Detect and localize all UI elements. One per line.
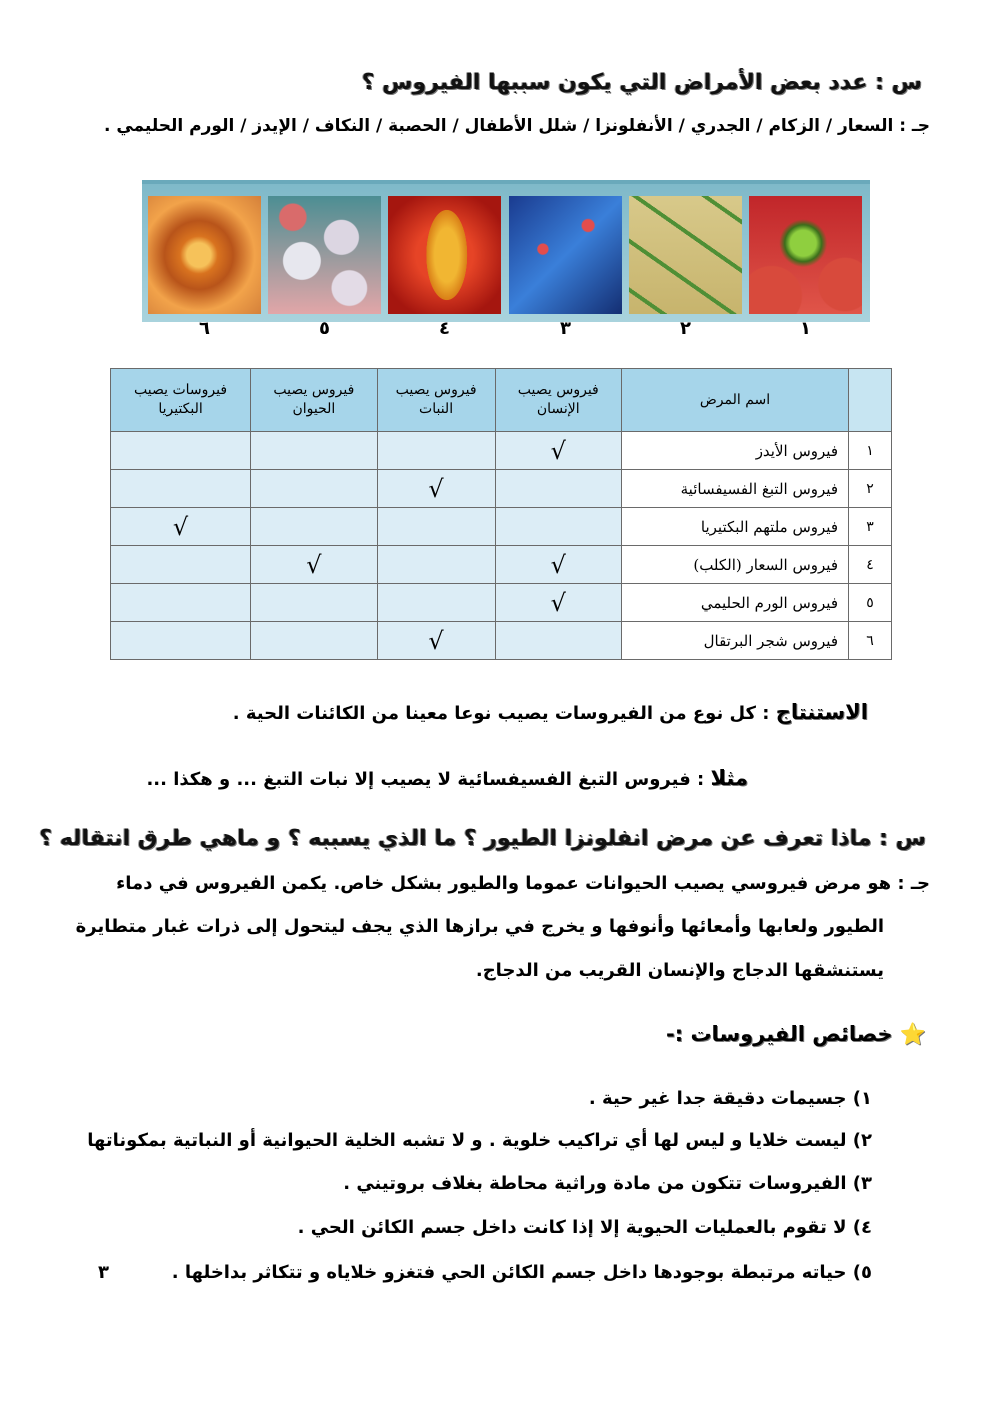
virus-image-3 — [509, 196, 622, 314]
check-mark-icon: √ — [172, 512, 189, 541]
check-mark-icon: √ — [550, 550, 566, 579]
cell-bacteria — [111, 432, 251, 470]
check-mark-icon: √ — [428, 626, 444, 655]
q1-question: س : عدد بعض الأمراض التي يكون سببها الفيروس ؟ — [361, 70, 922, 95]
header-bacteria: فيروسات يصيب البكتيريا — [111, 369, 251, 432]
virus-image-6 — [148, 196, 261, 314]
property-item-4: ٤) لا تقوم بالعمليات الحيوية إلا إذا كانت داخل جسم الكائن الحي . — [297, 1217, 872, 1238]
virus-image-4 — [388, 196, 501, 314]
q2-answer-line-2: الطيور ولعابها وأمعائها وأنوفها و يخرج في برازها الذي يجف ليتحول إلى ذرات غبار متطايرة — [75, 916, 884, 937]
header-animal: فيروس يصيب الحيوان — [251, 369, 377, 432]
conclusion — [233, 700, 868, 724]
header-human: فيروس يصيب الإنسان — [495, 369, 621, 432]
header-disease-name: اسم المرض — [622, 369, 849, 432]
cell-bacteria — [111, 584, 251, 622]
property-item-5: ٥) حياته مرتبطة بوجودها داخل جسم الكائن الحي فتغزو خلاياه و تتكاثر بداخلها . — [171, 1262, 872, 1283]
cell-animal — [251, 622, 377, 660]
table-row — [111, 432, 892, 470]
table-header-row — [111, 369, 892, 432]
cell-animal — [251, 470, 377, 508]
header-number — [849, 369, 892, 432]
q1-answer: جـ : السعار / الزكام / الجدري / الأنفلونزا / شلل الأطفال / الحصبة / النكاف / الإيدز / الورم الحليمي . — [103, 116, 930, 136]
virus-image-5 — [268, 196, 381, 314]
q2-answer-line-3: يستنشقها الدجاج والإنسان القريب من الدجاج. — [475, 960, 884, 981]
virus-image-strip — [142, 180, 870, 322]
table-row — [111, 584, 892, 622]
virus-image-1 — [749, 196, 862, 314]
image-number-4: ٤ — [439, 318, 450, 339]
property-item-1: ١) جسيمات دقيقة جدا غير حية . — [588, 1088, 872, 1109]
image-number-1: ١ — [800, 318, 811, 339]
check-mark-icon: √ — [306, 550, 322, 579]
cell-human — [495, 622, 621, 660]
conclusion-label: الاستنتاج — [775, 700, 868, 724]
cell-plant — [377, 622, 495, 660]
row-number: ٣ — [849, 508, 892, 546]
row-disease-name: فيروس شجر البرتقال — [622, 622, 849, 660]
q2-answer-line-1: جـ : هو مرض فيروسي يصيب الحيوانات عموما والطيور بشكل خاص. يكمن الفيروس في دماء — [116, 873, 930, 894]
row-number: ٢ — [849, 470, 892, 508]
row-disease-name: فيروس الورم الحليمي — [622, 584, 849, 622]
row-number: ٥ — [849, 584, 892, 622]
image-number-3: ٣ — [560, 318, 571, 339]
table-row — [111, 546, 892, 584]
property-item-3: ٣) الفيروسات تتكون من مادة وراثية محاطة بغلاف بروتيني . — [343, 1173, 872, 1194]
check-mark-icon: √ — [550, 436, 566, 465]
image-number-6: ٦ — [199, 318, 210, 339]
cell-human — [495, 508, 621, 546]
cell-animal — [251, 508, 377, 546]
check-mark-icon: √ — [550, 588, 566, 617]
example-label: مثلا — [710, 766, 748, 790]
cell-human — [495, 470, 621, 508]
row-disease-name: فيروس التبغ الفسيفسائية — [622, 470, 849, 508]
cell-plant — [377, 432, 495, 470]
table-row — [111, 622, 892, 660]
properties-title: ⭐ خصائص الفيروسات :- — [666, 1022, 926, 1046]
q2-question: س : ماذا تعرف عن مرض انفلونزا الطيور ؟ ما الذي يسببه ؟ و ماهي طرق انتقاله ؟ — [39, 826, 926, 851]
virus-host-table — [110, 368, 892, 660]
conclusion-text: : كل نوع من الفيروسات يصيب نوعا معينا من الكائنات الحية . — [232, 703, 776, 724]
image-number-5: ٥ — [319, 318, 330, 339]
row-disease-name: فيروس الأيدز — [622, 432, 849, 470]
image-number-row — [142, 318, 870, 348]
cell-bacteria — [111, 546, 251, 584]
row-number: ٤ — [849, 546, 892, 584]
row-number: ١ — [849, 432, 892, 470]
table-row — [111, 470, 892, 508]
cell-animal — [251, 546, 377, 584]
example — [146, 766, 748, 790]
cell-plant — [377, 470, 495, 508]
cell-animal — [251, 584, 377, 622]
cell-plant — [377, 584, 495, 622]
virus-image-2 — [629, 196, 742, 314]
cell-bacteria — [111, 622, 251, 660]
cell-bacteria — [111, 508, 251, 546]
cell-human — [495, 546, 621, 584]
cell-plant — [377, 508, 495, 546]
cell-human — [495, 432, 621, 470]
header-plant: فيروس يصيب النبات — [377, 369, 495, 432]
table-row — [111, 508, 892, 546]
cell-plant — [377, 546, 495, 584]
image-number-2: ٢ — [680, 318, 691, 339]
row-disease-name: فيروس السعار (الكلب) — [622, 546, 849, 584]
page-number: ٣ — [98, 1262, 109, 1283]
row-disease-name: فيروس ملتهم البكتيريا — [622, 508, 849, 546]
row-number: ٦ — [849, 622, 892, 660]
property-item-2: ٢) ليست خلايا و ليس لها أي تراكيب خلوية . و لا تشبه الخلية الحيوانية أو النباتية بمكوناتها — [87, 1130, 872, 1151]
check-mark-icon: √ — [428, 474, 444, 503]
example-text: : فيروس التبغ الفسيفسائية لا يصيب إلا نبات التبغ ... و هكذا ... — [146, 769, 711, 790]
cell-bacteria — [111, 470, 251, 508]
cell-human — [495, 584, 621, 622]
cell-animal — [251, 432, 377, 470]
